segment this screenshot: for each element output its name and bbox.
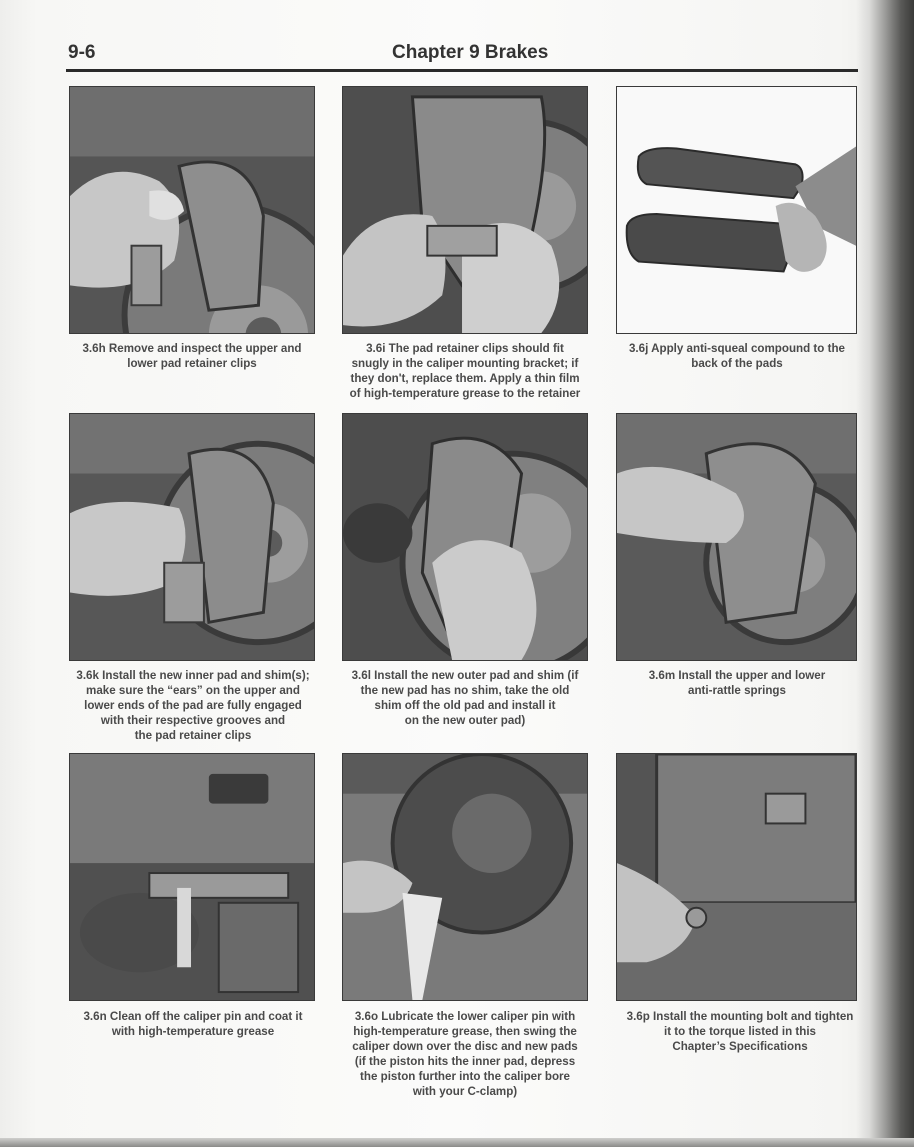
photo-3-6p <box>616 753 857 1001</box>
caption-3-6l <box>334 668 596 728</box>
caption-line: of high-temperature grease to the retainer <box>349 387 581 400</box>
photo-3-6n <box>69 753 315 1001</box>
bottom-edge <box>0 1138 914 1147</box>
caption-line: back of the pads <box>691 357 783 370</box>
caption-3-6o <box>334 1009 596 1099</box>
chapter-title: Chapter 9 Brakes <box>392 42 549 63</box>
photo-3-6k <box>69 413 315 661</box>
caption-line: the piston further into the caliper bore <box>360 1070 570 1083</box>
caption-line: shim off the old pad and install it <box>374 699 556 712</box>
caption-line: lower ends of the pad are fully engaged <box>84 699 302 712</box>
caption-line: anti-rattle springs <box>688 684 786 697</box>
caption-3-6p <box>612 1009 868 1054</box>
caption-line: 3.6k Install the new inner pad and shim(s); <box>76 669 310 682</box>
photo-3-6j <box>616 86 857 334</box>
caption-line: 3.6o Lubricate the lower caliper pin with <box>354 1010 576 1023</box>
caption-line: high-temperature grease, then swing the <box>353 1025 577 1038</box>
caption-line: the new pad has no shim, take the old <box>360 684 570 697</box>
caption-line: (if the piston hits the inner pad, depress <box>354 1055 576 1068</box>
photo-3-6o <box>342 753 588 1001</box>
photo-3-6l <box>342 413 588 661</box>
caption-line: it to the torque listed in this <box>663 1025 816 1038</box>
caption-line: 3.6n Clean off the caliper pin and coat it <box>83 1010 303 1023</box>
caption-3-6m <box>612 668 862 698</box>
caption-3-6j <box>612 341 862 371</box>
caption-3-6k <box>62 668 324 743</box>
binding-edge <box>870 0 914 1147</box>
caption-line: 3.6l Install the new outer pad and shim (if <box>351 669 579 682</box>
caption-line: the pad retainer clips <box>134 729 252 742</box>
caption-3-6i <box>334 341 596 401</box>
caption-line: they don't, replace them. Apply a thin film <box>350 372 580 385</box>
caption-line: with high-temperature grease <box>111 1025 275 1038</box>
photo-3-6i <box>342 86 588 334</box>
caption-line: Chapter’s Specifications <box>672 1040 808 1053</box>
caption-line: lower pad retainer clips <box>127 357 257 370</box>
caption-line: caliper down over the disc and new pads <box>352 1040 578 1053</box>
caption-line: 3.6i The pad retainer clips should fit <box>366 342 564 355</box>
caption-line: make sure the “ears” on the upper and <box>86 684 300 697</box>
header-rule <box>66 69 858 72</box>
caption-line: 3.6m Install the upper and lower <box>648 669 826 682</box>
photo-3-6h <box>69 86 315 334</box>
caption-line: on the new outer pad) <box>404 714 526 727</box>
caption-line: 3.6p Install the mounting bolt and tighten <box>626 1010 854 1023</box>
caption-line: with their respective grooves and <box>100 714 286 727</box>
caption-3-6h <box>69 341 315 371</box>
photo-3-6m <box>616 413 857 661</box>
caption-line: with your C-clamp) <box>412 1085 518 1098</box>
caption-3-6n <box>62 1009 324 1039</box>
page-number: 9-6 <box>68 42 96 63</box>
caption-line: snugly in the caliper mounting bracket; if <box>351 357 579 370</box>
caption-line: 3.6h Remove and inspect the upper and <box>82 342 302 355</box>
caption-line: 3.6j Apply anti-squeal compound to the <box>628 342 845 355</box>
